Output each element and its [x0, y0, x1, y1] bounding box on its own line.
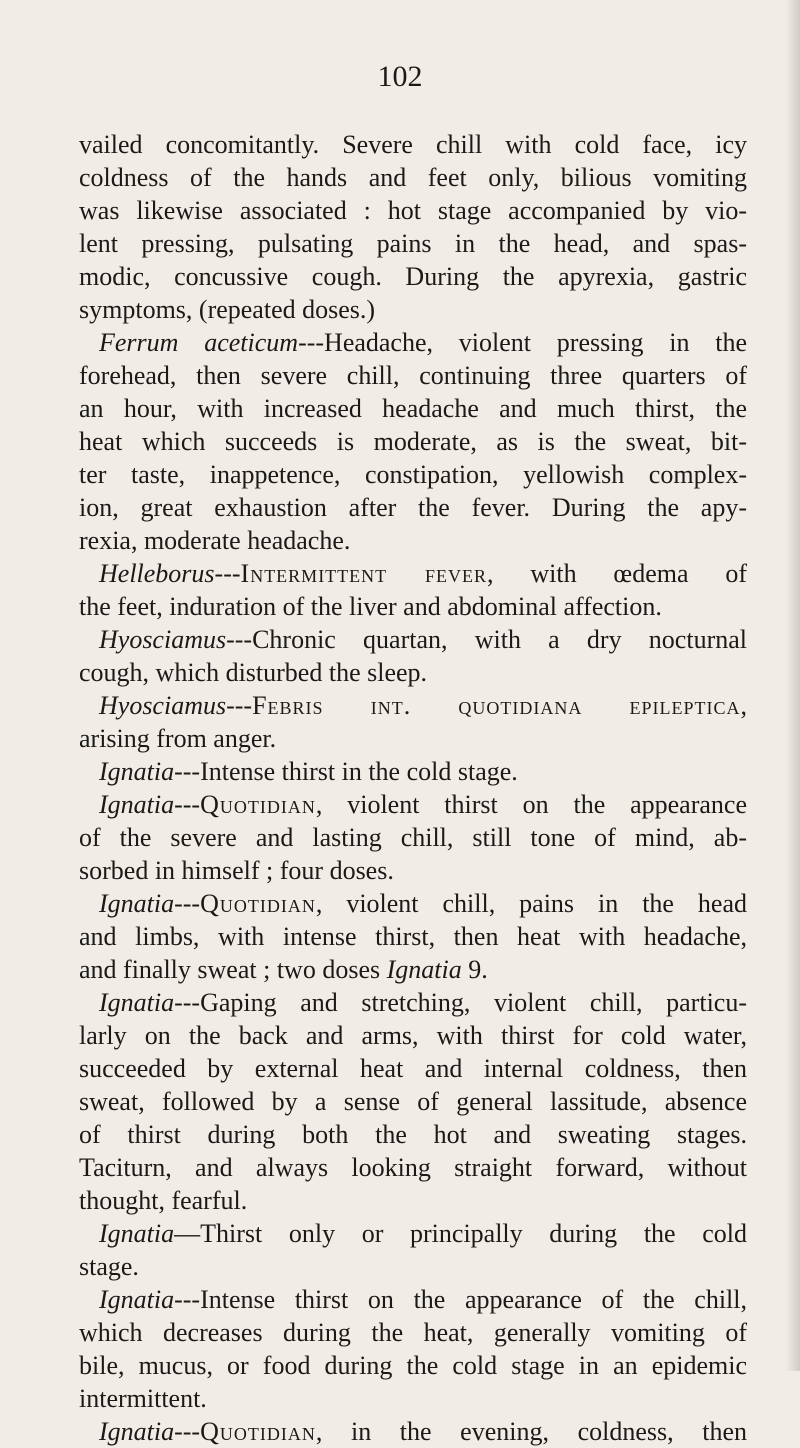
text-span: succeeded by external heat and internal coldness, then: [79, 1054, 747, 1083]
text-span: which decreases during the heat, generally vomiting of: [79, 1318, 747, 1347]
text-line: [79, 293, 747, 326]
text-span: Ignatia: [386, 955, 462, 984]
text-span: , in the evening, coldness, then: [315, 1417, 747, 1446]
remedy-name: Hyosciamus: [99, 691, 227, 720]
text-span: ---: [214, 559, 241, 588]
text-span: ---Gaping and stretching, violent chill, particu-: [174, 988, 747, 1017]
text-line: [79, 1118, 747, 1151]
remedy-name: Hyosciamus: [99, 625, 227, 654]
text-line: [79, 557, 747, 590]
text-line: [79, 590, 747, 623]
text-span: stage.: [79, 1252, 139, 1281]
text-span: ---: [174, 1417, 201, 1446]
text-line: [79, 392, 747, 425]
text-span: coldness of the hands and feet only, bilious vomiting: [79, 163, 747, 192]
text-line: [79, 755, 747, 788]
remedy-name: Ferrum aceticum: [99, 328, 299, 357]
remedy-name: Ignatia: [99, 1417, 175, 1446]
text-line: [79, 161, 747, 194]
condition-name: Intermittent fever: [240, 559, 488, 588]
text-span: forehead, then severe chill, continuing three quarters of: [79, 361, 747, 390]
text-span: of the severe and lasting chill, still tone of mind, ab-: [79, 823, 747, 852]
text-line: [79, 524, 747, 557]
remedy-name: Ignatia: [99, 988, 175, 1017]
text-line: [79, 689, 747, 722]
text-line: [79, 623, 747, 656]
text-line: [79, 1382, 747, 1415]
text-span: —Thirst only or principally during the cold: [174, 1219, 747, 1248]
text-line: [79, 887, 747, 920]
text-span: and finally sweat ; two doses: [79, 955, 387, 984]
text-line: [79, 194, 747, 227]
text-line: [79, 1349, 747, 1382]
remedy-name: Ignatia: [99, 757, 175, 786]
condition-name: Quotidian: [200, 889, 316, 918]
text-line: [79, 1151, 747, 1184]
text-span: and limbs, with intense thirst, then heat with headache,: [79, 922, 747, 951]
condition-name: Quotidian: [200, 790, 316, 819]
text-span: ter taste, inappetence, constipation, yellowish complex-: [79, 460, 747, 489]
text-line: [79, 260, 747, 293]
text-span: ---: [174, 889, 201, 918]
text-line: [79, 425, 747, 458]
text-span: 9.: [461, 955, 488, 984]
text-span: an hour, with increased headache and much thirst, the: [79, 394, 747, 423]
text-span: sorbed in himself ; four doses.: [79, 856, 394, 885]
text-span: modic, concussive cough. During the apyrexia, gastric: [79, 262, 747, 291]
text-span: was likewise associated : hot stage accompanied by vio-: [79, 196, 747, 225]
text-line: [79, 1052, 747, 1085]
text-span: symptoms, (repeated doses.): [79, 295, 376, 324]
text-line: [79, 1184, 747, 1217]
text-line: [79, 821, 747, 854]
text-line: [79, 788, 747, 821]
text-span: bile, mucus, or food during the cold stage in an epidemic: [79, 1351, 747, 1380]
text-line: [79, 920, 747, 953]
text-span: sweat, followed by a sense of general lassitude, absence: [79, 1087, 747, 1116]
text-span: ---Headache, violent pressing in the: [298, 328, 747, 357]
text-span: , with œdema of: [487, 559, 747, 588]
text-span: , violent chill, pains in the head: [315, 889, 747, 918]
text-span: of thirst during both the hot and sweating stages.: [79, 1120, 747, 1149]
text-span: vailed concomitantly. Severe chill with cold face, icy: [79, 130, 747, 159]
text-line: [79, 227, 747, 260]
text-span: lent pressing, pulsating pains in the head, and spas-: [79, 229, 747, 258]
text-line: [79, 1217, 747, 1250]
text-line: [79, 326, 747, 359]
text-span: Taciturn, and always looking straight forward, without: [79, 1153, 747, 1182]
text-line: [79, 1019, 747, 1052]
text-span: ---: [174, 790, 201, 819]
text-line: [79, 1415, 747, 1448]
text-span: heat which succeeds is moderate, as is the sweat, bit-: [79, 427, 747, 456]
text-span: ---: [226, 691, 253, 720]
text-span: ion, great exhaustion after the fever. During the apy-: [79, 493, 747, 522]
text-line: [79, 722, 747, 755]
remedy-name: Ignatia: [99, 1285, 175, 1314]
text-span: cough, which disturbed the sleep.: [79, 658, 428, 687]
text-span: the feet, induration of the liver and abdominal affection.: [79, 592, 662, 621]
text-line: [79, 986, 747, 1019]
text-line: [79, 1085, 747, 1118]
text-span: rexia, moderate headache.: [79, 526, 351, 555]
text-span: ---Chronic quartan, with a dry nocturnal: [226, 625, 747, 654]
text-line: [79, 854, 747, 887]
text-line: [79, 458, 747, 491]
text-span: , violent thirst on the appearance: [315, 790, 747, 819]
text-span: larly on the back and arms, with thirst for cold water,: [79, 1021, 747, 1050]
text-span: thought, fearful.: [79, 1186, 248, 1215]
text-line: [79, 1316, 747, 1349]
text-line: [79, 1250, 747, 1283]
text-span: arising from anger.: [79, 724, 277, 753]
text-line: [79, 1283, 747, 1316]
remedy-name: Ignatia: [99, 790, 175, 819]
text-line: [79, 359, 747, 392]
text-span: intermittent.: [79, 1384, 207, 1413]
text-span: ---Intense thirst on the appearance of the chill,: [174, 1285, 747, 1314]
text-line: [79, 491, 747, 524]
remedy-name: Ignatia: [99, 1219, 175, 1248]
condition-name: Febris int. quotidiana epileptica: [252, 691, 741, 720]
text-line: [79, 128, 747, 161]
page-edge-shadow: [786, 0, 800, 1371]
remedy-name: Ignatia: [99, 889, 175, 918]
text-span: ,: [740, 691, 747, 720]
text-span: ---Intense thirst in the cold stage.: [174, 757, 518, 786]
text-line: [79, 656, 747, 689]
page-body-text: [79, 128, 747, 1448]
text-line: [79, 953, 747, 986]
remedy-name: Helleborus: [99, 559, 215, 588]
page-number: 102: [377, 60, 423, 93]
condition-name: Quotidian: [200, 1417, 316, 1446]
